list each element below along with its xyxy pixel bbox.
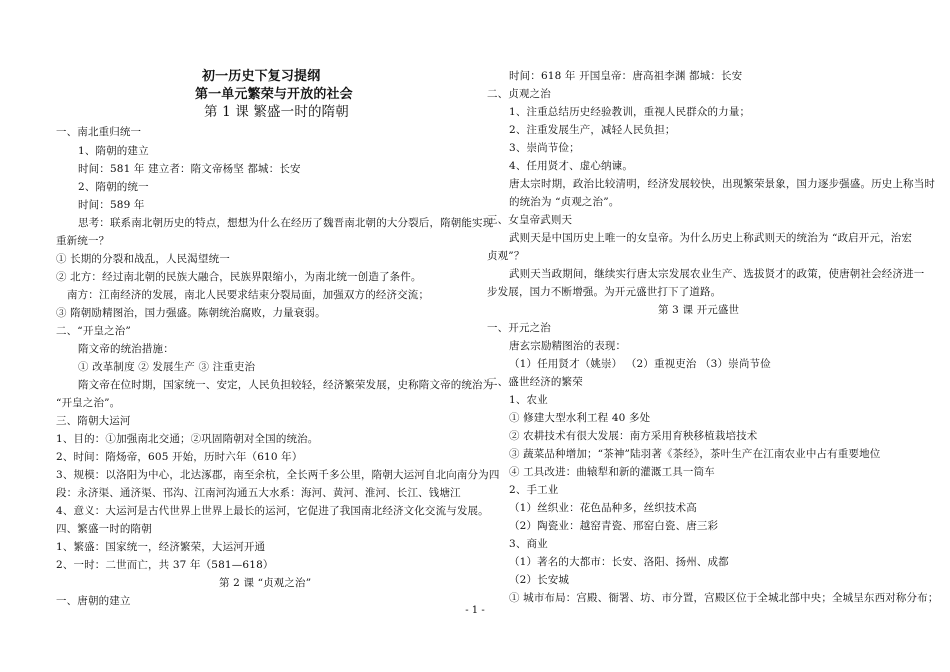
right-line: 3、崇尚节俭； [509, 142, 580, 154]
right-line: 唐玄宗励精图治的表现： [509, 340, 627, 352]
left-line: 四、繁盛一时的隋朝 [56, 523, 152, 535]
left-line: 初一历史下复习提纲 [202, 69, 321, 84]
right-line: （1）任用贤才（姚崇） （2）重视吏治 （3）崇尚节俭 [509, 358, 771, 370]
right-line: 二、贞观之治 [487, 88, 551, 100]
right-line: （2）长安城 [509, 574, 570, 586]
left-line: “开皇之治”。 [56, 397, 121, 409]
right-line: 1、注重总结历史经验教训，重视人民群众的力量； [509, 106, 751, 118]
left-line: 时间：589 年 [78, 199, 145, 211]
left-line: 一、南北重归统一 [56, 126, 142, 138]
right-line: ④ 工具改进：曲辕犁和新的灌溉工具一筒车 [509, 466, 715, 478]
left-line: 南方：江南经济的发展，南北人民要求结束分裂局面，加强双方的经济交流； [67, 289, 430, 301]
right-line: 3、商业 [509, 538, 548, 550]
left-line: 隋文帝在位时期，国家统一、安定，人民负担较轻，经济繁荣发展，史称隋文帝的统治为 [78, 379, 494, 391]
left-line: ③ 隋朝励精图治，国力强盛。陈朝统治腐败，力量衰弱。 [56, 307, 326, 319]
right-line: 武则天是中国历史上唯一的女皇帝。为什么历史上称武则天的统治为 “政启开元，治宏 [509, 232, 913, 244]
right-line: 2、注重发展生产，减轻人民负担； [509, 124, 676, 136]
right-line: （1）丝织业：花色品种多，丝织技术高 [509, 502, 697, 514]
right-line: ② 农耕技术有很大发展：南方采用育秧移植栽培技术 [509, 430, 758, 442]
left-line: 1、目的：①加强南北交通；②巩固隋朝对全国的统治。 [56, 433, 319, 445]
right-line: 贞观”？ [487, 250, 525, 262]
right-line: （1）著名的大都市：长安、洛阳、扬州、成都 [509, 556, 729, 568]
left-line: 时间：581 年 建立者：隋文帝杨坚 都城：长安 [78, 163, 301, 175]
left-line: 一、唐朝的建立 [56, 595, 131, 607]
left-line: 隋文帝的统治措施： [78, 343, 174, 355]
right-line: ① 城市布局：宫殿、衙署、坊、市分置，宫殿区位于全城北部中央；全城呈东西对称分布； [509, 592, 939, 604]
left-line: 第一单元繁荣与开放的社会 [195, 87, 353, 102]
right-line: ① 修建大型水利工程 40 多处 [509, 412, 651, 424]
left-line: 三、隋朝大运河 [56, 415, 131, 427]
right-line: 第 3 课 开元盛世 [658, 304, 740, 316]
left-line: ② 北方：经过南北朝的民族大融合，民族界限缩小，为南北统一创造了条件。 [56, 271, 422, 283]
right-line: 武则天当政期间，继续实行唐太宗发展农业生产、选拔贤才的政策，使唐朝社会经济进一 [509, 268, 925, 280]
left-line: 思考：联系南北朝历史的特点，想想为什么在经历了魏晋南北朝的大分裂后，隋朝能实现 [78, 217, 494, 229]
left-line: ① 长期的分裂和战乱，人民渴望统一 [56, 253, 230, 265]
right-line: 步发展，国力不断增强。为开元盛世打下了道路。 [487, 286, 722, 298]
right-line: 三、女皇帝武则天 [487, 214, 573, 226]
right-line: （2）陶瓷业：越窑青瓷、邢窑白瓷、唐三彩 [509, 520, 719, 532]
left-line: 2、时间：隋炀帝，605 开始，历时六年（610 年） [56, 451, 303, 463]
right-line: 4、任用贤才、虚心纳谏。 [509, 160, 633, 172]
left-line: 二、“开皇之治” [56, 325, 131, 337]
left-line: 2、隋朝的统一 [78, 181, 149, 193]
left-line: 段：永济渠、通济渠、邗沟、江南河沟通五大水系：海河、黄河、淮河、长江、钱塘江 [56, 487, 461, 499]
right-line: 二、盛世经济的繁荣 [487, 376, 583, 388]
left-line: 第 1 课 繁盛一时的隋朝 [204, 104, 349, 120]
right-line: 唐太宗时期，政治比较清明，经济发展较快，出现繁荣景象，国力逐步强盛。历史上称当时 [509, 178, 935, 190]
left-line: ① 改革制度 ② 发展生产 ③ 注重吏治 [78, 361, 256, 373]
left-line: 1、隋朝的建立 [78, 145, 149, 157]
left-line: 3、规模：以洛阳为中心，北达涿郡，南至余杭，全长两千多公里，隋朝大运河自北向南分为四 [56, 469, 500, 481]
left-line: 重新统一？ [56, 235, 110, 247]
left-line: 4、意义：大运河是古代世界上世界上最长的运河，它促进了我国南北经济文化交流与发展。 [56, 505, 489, 517]
right-line: 1、农业 [509, 394, 548, 406]
right-line: 一、开元之治 [487, 322, 551, 334]
left-line: 1、繁盛：国家统一，经济繁荣，大运河开通 [56, 541, 266, 553]
right-line: ③ 蔬菜品种增加；“茶神”陆羽著《茶经》，茶叶生产在江南农业中占有重要地位 [509, 448, 881, 460]
right-line: 时间：618 年 开国皇帝：唐高祖李渊 都城：长安 [509, 70, 743, 82]
left-line: 2、一时：二世而亡，共 37 年（581—618） [56, 559, 274, 571]
right-line: 的统治为 “贞观之治”。 [509, 196, 620, 208]
page-number: - 1 - [465, 605, 485, 616]
left-line: 第 2 课 “贞观之治” [219, 577, 312, 589]
right-line: 2、手工业 [509, 484, 559, 496]
